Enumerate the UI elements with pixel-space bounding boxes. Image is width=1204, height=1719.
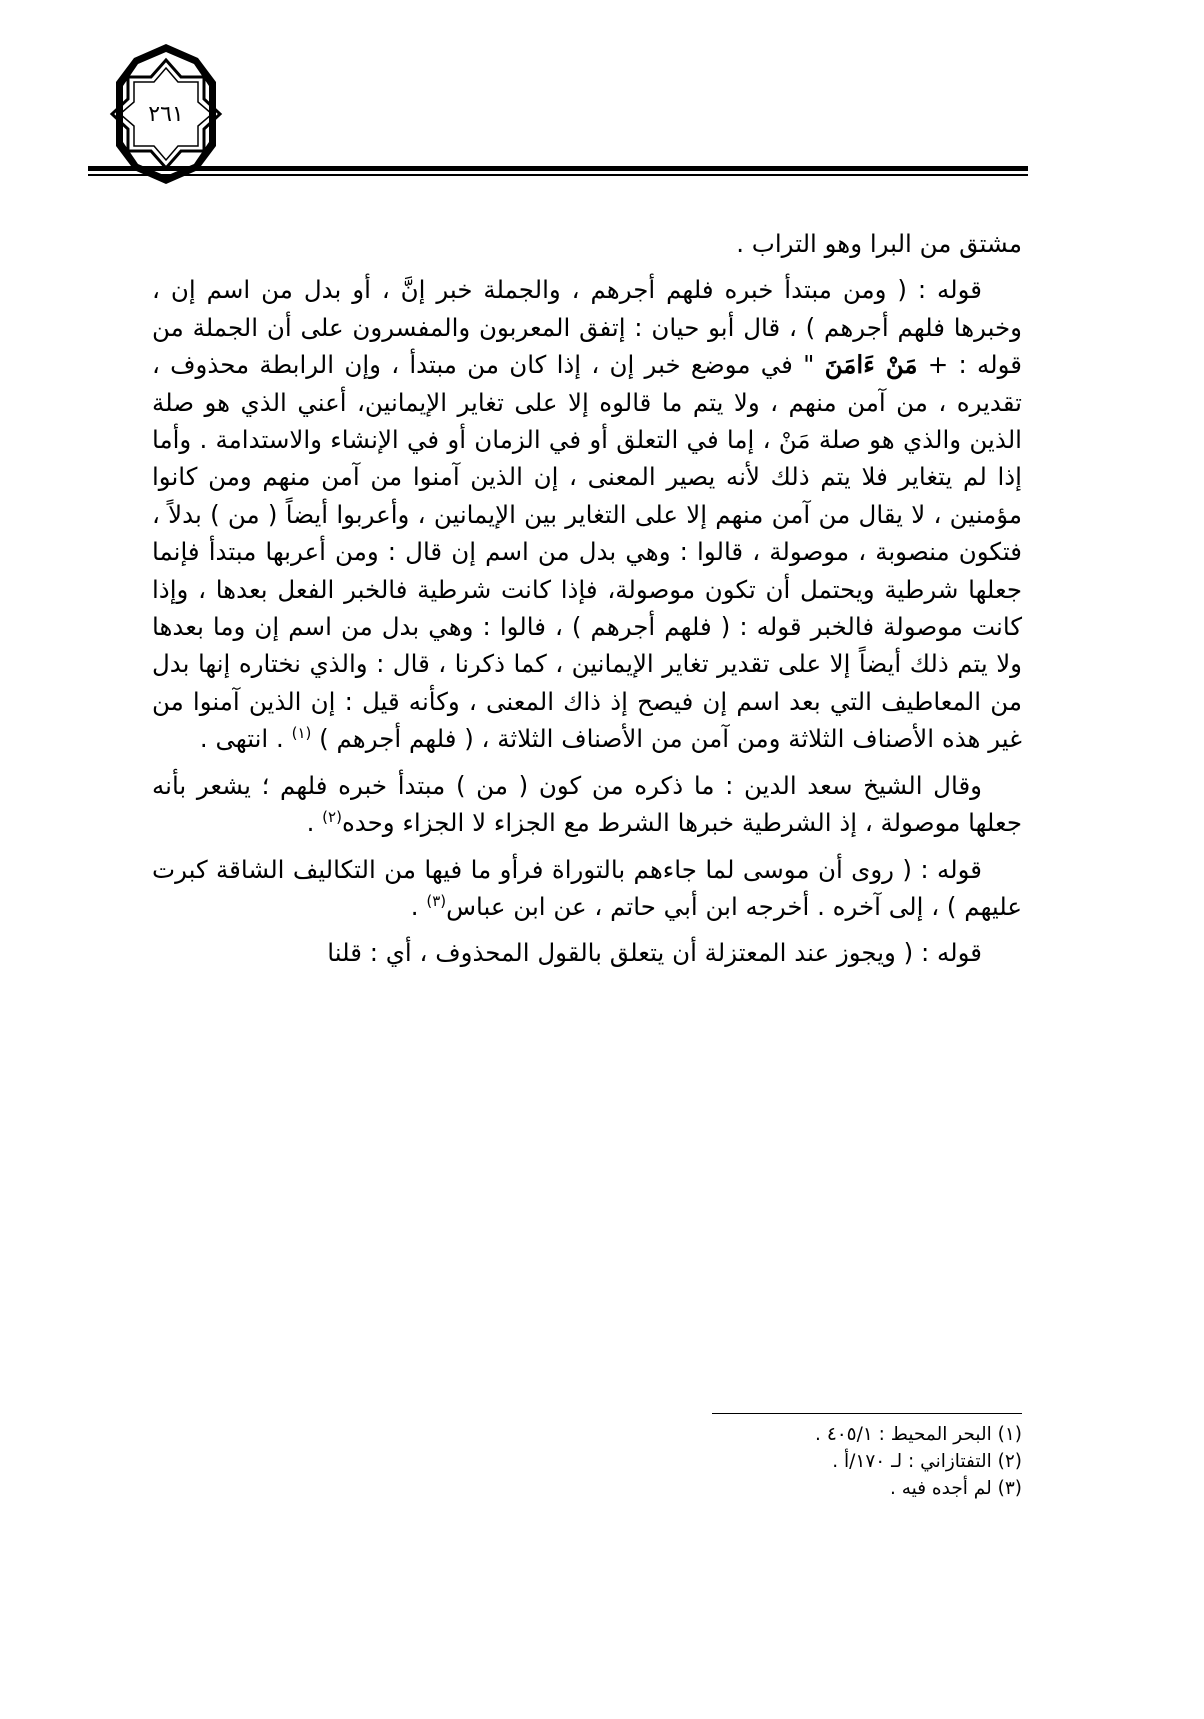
paragraph-3-text: وقال الشيخ سعد الدين : ما ذكره من كون ( من ) مبتدأ خبره فلهم ؛ يشعر بأنه جعلها موصولة ، إذ الشرطية خبرها الشرط مع الجزاء لا الجزاء وحده <box>152 770 1022 838</box>
main-text <box>152 225 1022 981</box>
paragraph-2 <box>152 271 1022 757</box>
footnote-ref-2[interactable]: (٢) <box>322 807 342 826</box>
paragraph-4-text: قوله : ( روى أن موسى لما جاءهم بالتوراة فرأو ما فيها من التكاليف الشاقة كبرت عليهم ) ، إلى آخره . أخرجه ابن أبي حاتم ، عن ابن عباس <box>152 854 1022 921</box>
footnote-separator <box>712 1413 1022 1414</box>
paragraph-3-end: . <box>306 808 323 838</box>
paragraph-2-text-a: قوله : ( ومن مبتدأ خبره فلهم أجرهم ، والجملة خبر إنَّ ، أو بدل من اسم إن ، وخبرها فلهم أجرهم ) ، قال أبو حيان : إتفق المعربون والمفسرون على أن الجملة من قوله : + <box>152 275 1022 380</box>
footnote-ref-1[interactable]: (١) <box>291 724 312 743</box>
paragraph-4-end: . <box>410 891 427 921</box>
page-number: ٢٦١ <box>148 101 184 127</box>
footnote-ref-3[interactable]: (٣) <box>426 891 447 910</box>
page-number-badge <box>96 44 236 184</box>
footnotes <box>815 1421 1022 1502</box>
footnote-3: (٣) لم أجده فيه . <box>889 1478 1022 1499</box>
quran-quote: مَنْ ءَامَنَ <box>824 350 918 380</box>
paragraph-1: مشتق من البرا وهو التراب . <box>736 229 1022 258</box>
header-rule-thick <box>88 166 1028 171</box>
footnote-2: (٢) التفتازاني : لـ ١٧٠/أ . <box>832 1451 1022 1472</box>
paragraph-5: قوله : ( ويجوز عند المعتزلة أن يتعلق بالقول المحذوف ، أي : قلنا <box>327 938 982 968</box>
paragraph-2-end: . انتهى . <box>199 724 292 754</box>
header-rule-thin <box>88 174 1028 176</box>
paragraph-2-text-b: " في موضع خبر إن ، إذا كان من مبتدأ ، وإن الرابطة محذوف ، تقديره ، من آمن منهم ، ولا يتم ما قالوه إلا على تغاير الإيمانين، أعني الذي هو صلة الذين والذي هو صلة مَنْ ، إما في التعلق أو في الزمان أو في الإنشاء والاستدامة . وأما إذا لم يتغاير فلا يتم ذلك لأنه يصير المعنى ، إن الذين آمنوا من آمن منهم ومن كانوا مؤمنين ، لا يقال من آمن منهم إلا على التغاير بين الإيمانين ، وأعربوا أيضاً ( من ) بدلاً ، فتكون منصوبة ، موصولة ، قالوا : وهي بدل من اسم إن قال : ومن أعربها مبتدأ فإنما جعلها شرطية ويحتمل أن تكون موصولة، فإذا كانت شرطية فالخبر الفعل بعدها ، وإذا كانت موصولة فالخبر قوله : ( فلهم أجرهم ) ، فالوا : وهي بدل من اسم إن وما بعدها ولا يتم ذلك أيضاً إلا على تقدير تغاير الإيمانين ، كما ذكرنا ، قال : والذي نختاره إنها بدل من المعاطيف التي بعد اسم إن فيصح إذ ذاك المعنى ، وكأنه قيل : إن الذين آمنوا من غير هذه الأصناف الثلاثة ومن آمن من الأصناف الثلاثة ، ( فلهم أجرهم ) <box>152 350 1022 754</box>
footnote-1: (١) البحر المحيط : ٤٠٥/١ . <box>815 1424 1022 1445</box>
paragraph-4 <box>152 851 1022 926</box>
paragraph-3 <box>152 767 1022 842</box>
